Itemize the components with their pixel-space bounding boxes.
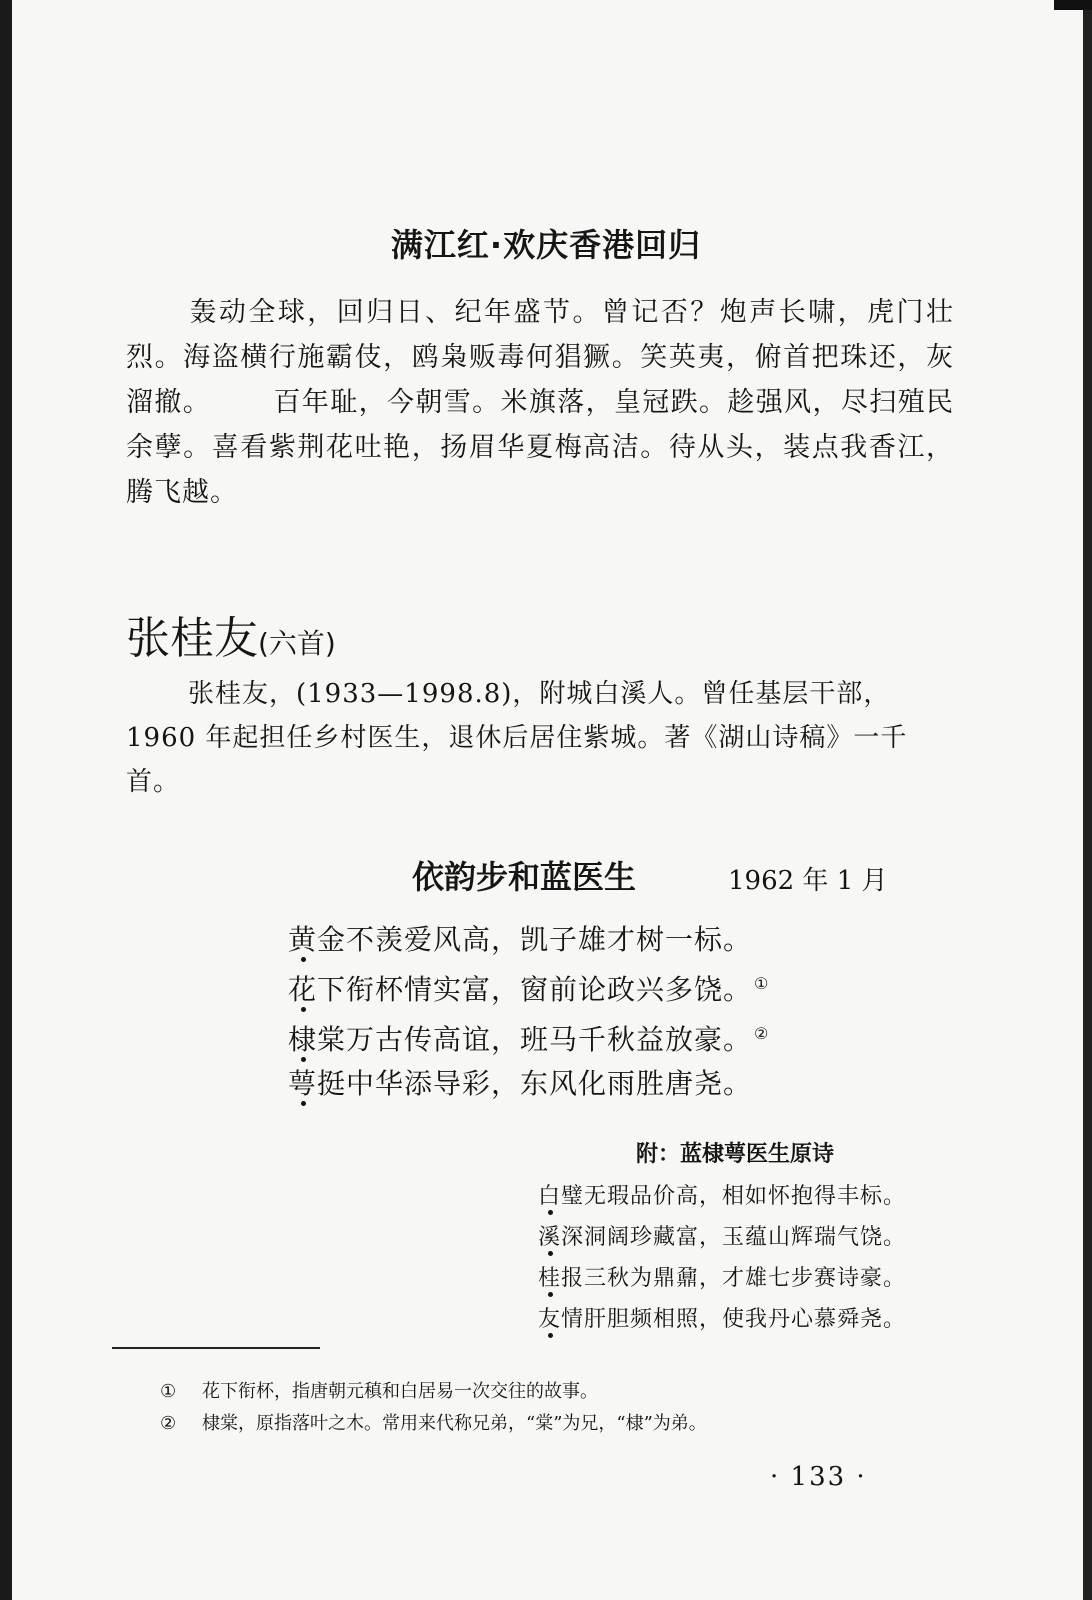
footnote-divider bbox=[112, 1347, 320, 1349]
emphasized-char: 白 bbox=[538, 1184, 562, 1209]
appendix-line: 桂报三秋为鼎鼐，才雄七步赛诗豪。 bbox=[538, 1266, 907, 1291]
footnote-ref: ② bbox=[754, 1024, 770, 1043]
ci-stanza-1: 轰动全球，回归日、纪年盛节。曾记否？炮声长啸，虎门壮烈。海盗横行施霸伎，鸥枭贩毒何猖獗。笑英夷，俯首把珠还，灰溜撤。 bbox=[126, 297, 954, 418]
emphasized-char: 黄 bbox=[288, 923, 318, 956]
footnote-mark: ① bbox=[160, 1381, 177, 1402]
emphasized-char: 桂 bbox=[538, 1266, 562, 1291]
emphasized-char: 溪 bbox=[538, 1225, 562, 1250]
poem-line: 棣棠万古传高谊，班马千秋益放豪。 ② bbox=[288, 1023, 770, 1056]
footnotes bbox=[160, 1376, 707, 1440]
poem-line: 萼挺中华添导彩，东风化雨胜唐尧。 bbox=[288, 1067, 753, 1100]
footnote bbox=[160, 1408, 707, 1440]
author-bio-text: 张桂友，(1933—1998.8)，附城白溪人。曾任基层干部，1960 年起担任乡村医生，退休后居住紫城。著《湖山诗稿》一千首。 bbox=[126, 679, 908, 797]
author-poem-count: (六首) bbox=[258, 627, 336, 660]
footnote-text: 花下衔杯，指唐朝元稹和白居易一次交往的故事。 bbox=[202, 1381, 598, 1402]
poem2-title: 依韵步和蓝医生 bbox=[412, 858, 637, 896]
emphasized-char: 棣 bbox=[288, 1023, 318, 1056]
appendix-line: 溪深洞阔珍藏富，玉蕴山辉瑞气饶。 bbox=[538, 1225, 907, 1250]
ci-stanza-2: 百年耻，今朝雪。米旗落，皇冠跌。趁强风，尽扫殖民余孽。喜看紫荆花吐艳，扬眉华夏梅高洁。待从头，装点我香江，腾飞越。 bbox=[126, 387, 955, 508]
author-name: 张桂友 bbox=[126, 613, 258, 664]
footnote bbox=[160, 1376, 707, 1408]
author-heading bbox=[126, 602, 336, 666]
page-number: · 133 · bbox=[770, 1462, 867, 1492]
emphasized-char: 花 bbox=[288, 973, 318, 1006]
footnote-mark: ② bbox=[160, 1413, 177, 1434]
footnote-ref: ① bbox=[754, 974, 770, 993]
emphasized-char: 萼 bbox=[288, 1067, 318, 1100]
appendix-line: 白璧无瑕品价高，相如怀抱得丰标。 bbox=[538, 1184, 907, 1209]
author-bio bbox=[126, 672, 956, 804]
poem2-date: 1962 年 1 月 bbox=[728, 866, 888, 896]
footnote-text: 棣棠，原指落叶之木。常用来代称兄弟，“棠”为兄，“棣”为弟。 bbox=[202, 1413, 707, 1434]
appendix-poem bbox=[538, 1176, 906, 1340]
poem-line: 花下衔杯情实富，窗前论政兴多饶。 ① bbox=[288, 973, 770, 1006]
emphasized-char: 友 bbox=[538, 1307, 562, 1332]
poem-line: 黄金不羡爱风高，凯子雄才树一标。 bbox=[288, 923, 753, 956]
ci-poem-body bbox=[126, 290, 954, 515]
appendix-title: 附：蓝棣萼医生原诗 bbox=[636, 1142, 835, 1167]
appendix-line: 友情肝胆频相照，使我丹心慕舜尧。 bbox=[538, 1307, 907, 1332]
poem-title: 满江红·欢庆香港回归 bbox=[390, 226, 702, 264]
scan-edge-corner bbox=[1054, 0, 1092, 10]
poem2-body bbox=[288, 918, 769, 1106]
